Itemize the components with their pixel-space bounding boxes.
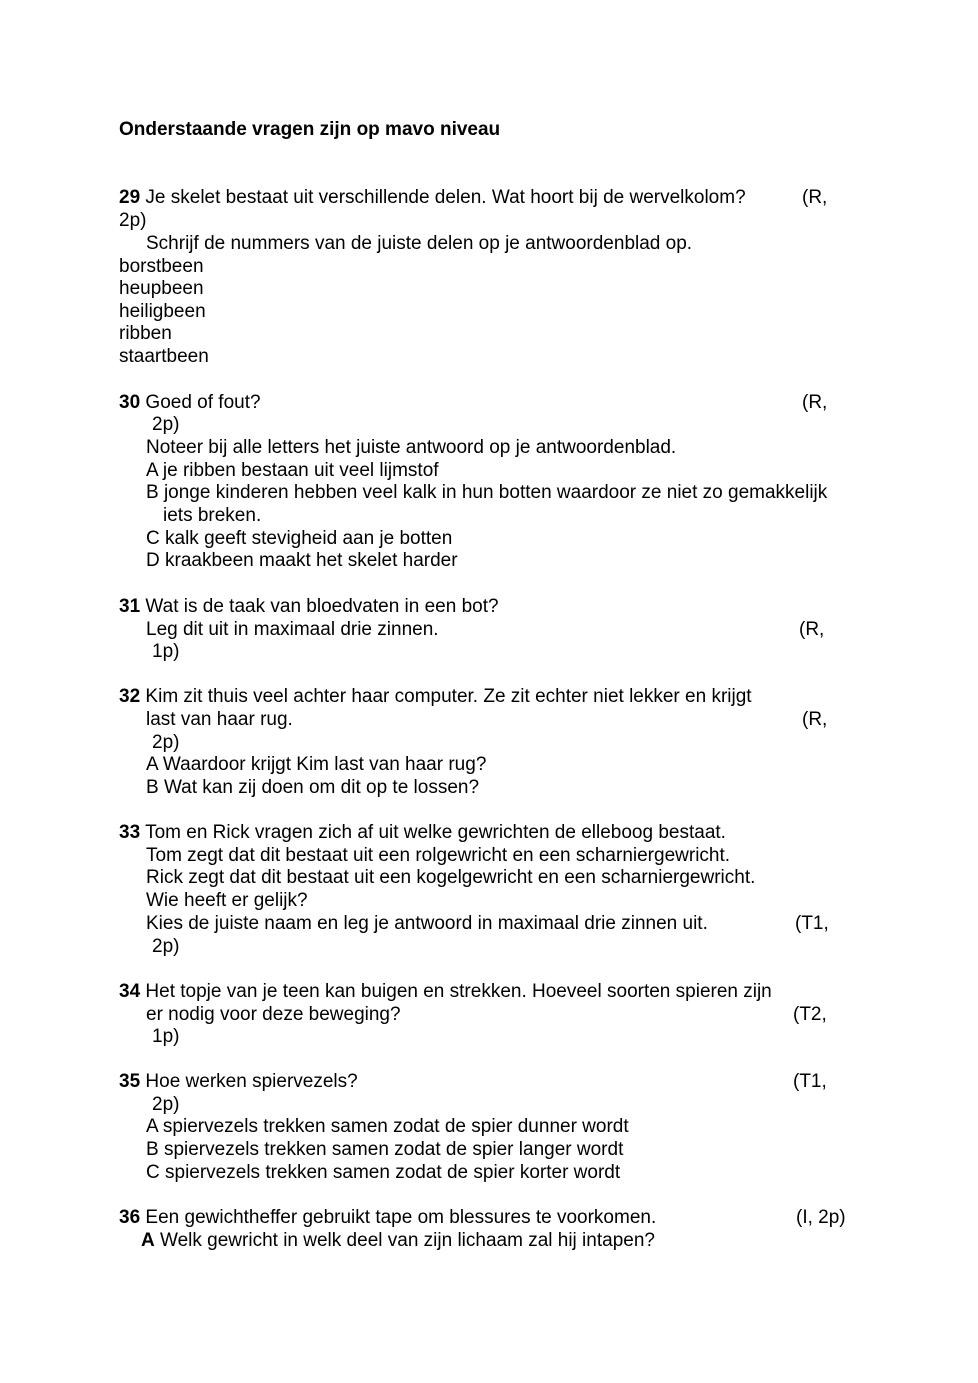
question-points: 2p) xyxy=(152,936,180,957)
list-item: borstbeen xyxy=(119,256,204,277)
question-text-line: Wie heeft er gelijk? xyxy=(146,890,308,911)
question-34 xyxy=(119,981,772,1003)
question-text: Hoe werken spiervezels? xyxy=(145,1071,358,1092)
question-code: (T2, xyxy=(793,1004,827,1025)
question-text: Wat is de taak van bloedvaten in een bot? xyxy=(145,596,499,617)
question-points: 2p) xyxy=(152,732,180,753)
question-text: Goed of fout? xyxy=(145,392,261,413)
sub-question: A Waardoor krijgt Kim last van haar rug? xyxy=(146,754,487,775)
question-points: 2p) xyxy=(119,210,147,231)
question-33 xyxy=(119,822,726,844)
question-text: Tom en Rick vragen zich af uit welke gewrichten de elleboog bestaat. xyxy=(145,822,726,843)
question-text: Kim zit thuis veel achter haar computer. Ze zit echter niet lekker en krijgt xyxy=(145,686,752,707)
question-30 xyxy=(119,392,261,414)
answer-option: B jonge kinderen hebben veel kalk in hun botten waardoor ze niet zo gemakkelijk xyxy=(146,482,828,503)
question-text-line: last van haar rug. xyxy=(146,709,293,730)
question-text: Het topje van je teen kan buigen en strekken. Hoeveel soorten spieren zijn xyxy=(145,981,772,1002)
question-instruction: Noteer bij alle letters het juiste antwoord op je antwoordenblad. xyxy=(146,437,677,458)
question-text-line: Kies de juiste naam en leg je antwoord in maximaal drie zinnen uit. xyxy=(146,913,708,934)
answer-option: B spiervezels trekken samen zodat de spier langer wordt xyxy=(146,1139,624,1160)
answer-option: D kraakbeen maakt het skelet harder xyxy=(146,550,458,571)
question-points: 1p) xyxy=(152,1026,180,1047)
question-number: 33 xyxy=(119,822,141,843)
page-heading: Onderstaande vragen zijn op mavo niveau xyxy=(119,119,501,140)
question-36 xyxy=(119,1207,656,1229)
sub-question-text: Welk gewricht in welk deel van zijn lichaam zal hij intapen? xyxy=(160,1230,655,1251)
question-points: 2p) xyxy=(152,414,180,435)
question-code: (R, xyxy=(802,187,828,208)
question-code: (R, xyxy=(802,709,828,730)
answer-option-continued: iets breken. xyxy=(163,505,262,526)
sub-question xyxy=(141,1230,655,1252)
question-number: 34 xyxy=(119,981,141,1002)
sub-question: B Wat kan zij doen om dit op te lossen? xyxy=(146,777,480,798)
answer-option: A spiervezels trekken samen zodat de spier dunner wordt xyxy=(146,1116,629,1137)
question-code: (T1, xyxy=(793,1071,827,1092)
answer-option: C kalk geeft stevigheid aan je botten xyxy=(146,528,453,549)
list-item: ribben xyxy=(119,323,172,344)
question-points: 1p) xyxy=(152,641,180,662)
question-text: Een gewichtheffer gebruikt tape om blessures te voorkomen. xyxy=(145,1207,657,1228)
question-35 xyxy=(119,1071,358,1093)
answer-option: C spiervezels trekken samen zodat de spier korter wordt xyxy=(146,1162,621,1183)
question-code: (T1, xyxy=(795,913,829,934)
question-number: 35 xyxy=(119,1071,141,1092)
question-number: 36 xyxy=(119,1207,141,1228)
question-points: 2p) xyxy=(152,1094,180,1115)
question-instruction: Schrijf de nummers van de juiste delen op je antwoordenblad op. xyxy=(146,233,693,254)
sub-question-label: A xyxy=(141,1230,155,1251)
question-code: (R, xyxy=(799,619,825,640)
question-number: 29 xyxy=(119,187,141,208)
question-number: 30 xyxy=(119,392,141,413)
question-text-line: er nodig voor deze beweging? xyxy=(146,1004,401,1025)
question-number: 31 xyxy=(119,596,141,617)
question-code: (I, 2p) xyxy=(796,1207,846,1228)
question-text-line: Tom zegt dat dit bestaat uit een rolgewricht en een scharniergewricht. xyxy=(146,845,731,866)
question-text-line: Leg dit uit in maximaal drie zinnen. xyxy=(146,619,439,640)
question-code: (R, xyxy=(802,392,828,413)
question-text-line: Rick zegt dat dit bestaat uit een kogelgewricht en een scharniergewricht. xyxy=(146,867,756,888)
list-item: heupbeen xyxy=(119,278,204,299)
list-item: heiligbeen xyxy=(119,301,206,322)
question-32 xyxy=(119,686,752,708)
question-text: Je skelet bestaat uit verschillende delen. Wat hoort bij de wervelkolom? xyxy=(145,187,746,208)
list-item: staartbeen xyxy=(119,346,209,367)
question-number: 32 xyxy=(119,686,141,707)
question-29 xyxy=(119,187,746,209)
question-31 xyxy=(119,596,499,618)
answer-option: A je ribben bestaan uit veel lijmstof xyxy=(146,460,439,481)
